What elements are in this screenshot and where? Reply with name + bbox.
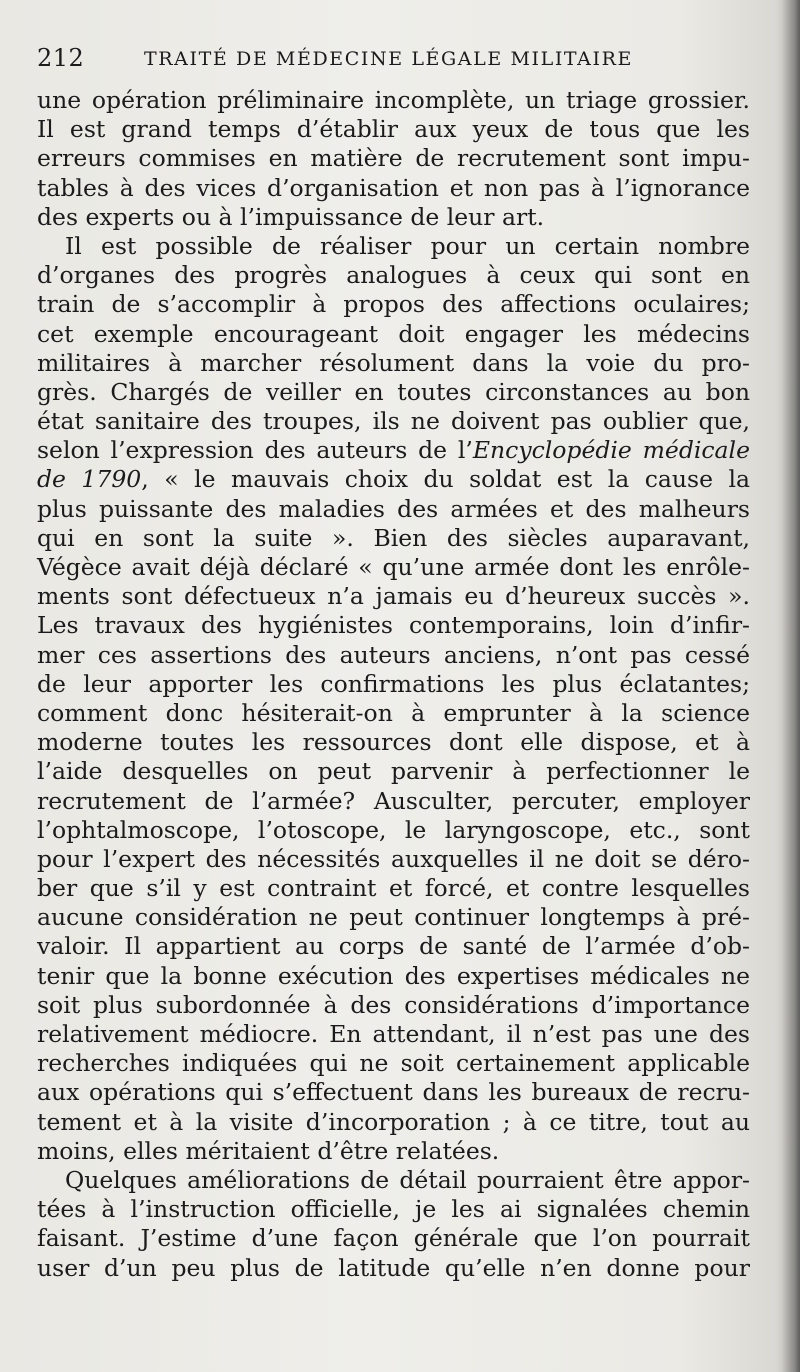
text-line: cet exemple encourageant doit engager les médecins [37,319,750,348]
text-segment: selon l’expression des auteurs de l’ [37,436,473,465]
text-line: l’ophtalmoscope, l’otoscope, le laryngoscope, etc., sont [37,815,750,844]
text-line: mer ces assertions des auteurs anciens, n’ont pas cessé [37,640,750,669]
text-line: erreurs commises en matière de recrutement sont impu- [37,144,750,173]
text-line: faisant. J’estime d’une façon générale que l’on pourrait [37,1224,750,1253]
text-line: militaires à marcher résolument dans la voie du pro- [37,348,750,377]
text-line: qui en sont la suite ». Bien des siècles auparavant, [37,523,750,552]
page-number: 212 [37,44,85,72]
italic-title: de 1790 [37,465,142,494]
text-line: recherches indiquées qui ne soit certainement applicable [37,1049,750,1078]
text-line: moderne toutes les ressources dont elle dispose, et à [37,728,750,757]
text-line: ber que s’il y est contraint et forcé, et contre lesquelles [37,874,750,903]
text-line: pour l’expert des nécessités auxquelles il ne doit se déro- [37,844,750,873]
text-line: Les travaux des hygiénistes contemporains, loin d’infir- [37,611,750,640]
page-edge-shadow [782,0,800,1372]
text-line: tées à l’instruction officielle, je les ai signalées chemin [37,1195,750,1224]
text-line: user d’un peu plus de latitude qu’elle n’en donne pour [37,1253,750,1282]
text-line: Il est grand temps d’établir aux yeux de tous que les [37,115,750,144]
text-line: tement et à la visite d’incorporation ; à ce titre, tout au [37,1107,750,1136]
text-line: tenir que la bonne exécution des expertises médicales ne [37,961,750,990]
running-title: TRAITÉ DE MÉDECINE LÉGALE MILITAIRE [144,48,633,70]
text-line: état sanitaire des troupes, ils ne doivent pas oublier que, [37,407,750,436]
text-line: Quelques améliorations de détail pourraient être appor- [65,1165,750,1194]
text-line: recrutement de l’armée? Ausculter, percuter, employer [37,786,750,815]
text-line: d’organes des progrès analogues à ceux qui sont en [37,261,750,290]
text-line: Végèce avait déjà déclaré « qu’une armée dont les enrôle- [37,553,750,581]
italic-title: Encyclopédie médicale [472,436,750,465]
page-header [37,44,737,76]
text-line: valoir. Il appartient au corps de santé de l’armée d’ob- [37,932,750,961]
text-line: plus puissante des maladies des armées et des malheurs [37,494,750,523]
text-line: soit plus subordonnée à des considérations d’importance [37,990,750,1019]
text-line: grès. Chargés de veiller en toutes circonstances au bon [37,377,750,406]
text-line: relativement médiocre. En attendant, il n’est pas une des [37,1020,750,1048]
body-text [37,86,750,1283]
text-line: comment donc hésiterait-on à emprunter à la science [37,698,750,727]
text-line: Il est possible de réaliser pour un certain nombre [65,231,750,260]
text-line: aucune considération ne peut continuer longtemps à pré- [37,903,750,932]
text-line: train de s’accomplir à propos des affections oculaires; [37,290,750,319]
text-segment: , « le mauvais choix du soldat est la cause la [141,465,750,494]
text-line: une opération préliminaire incomplète, un triage grossier. [37,86,750,114]
text-line: ments sont défectueux n’a jamais eu d’heureux succès ». [37,582,750,611]
text-line [37,465,750,494]
text-line: des experts ou à l’impuissance de leur art. [37,202,545,231]
text-line [37,436,750,465]
text-line: de leur apporter les confirmations les plus éclatantes; [37,669,750,698]
text-line: moins, elles méritaient d’être relatées. [37,1136,500,1165]
text-line: l’aide desquelles on peut parvenir à perfectionner le [37,757,750,786]
text-line: aux opérations qui s’effectuent dans les bureaux de recru- [37,1078,750,1107]
text-line: tables à des vices d’organisation et non pas à l’ignorance [37,173,750,202]
